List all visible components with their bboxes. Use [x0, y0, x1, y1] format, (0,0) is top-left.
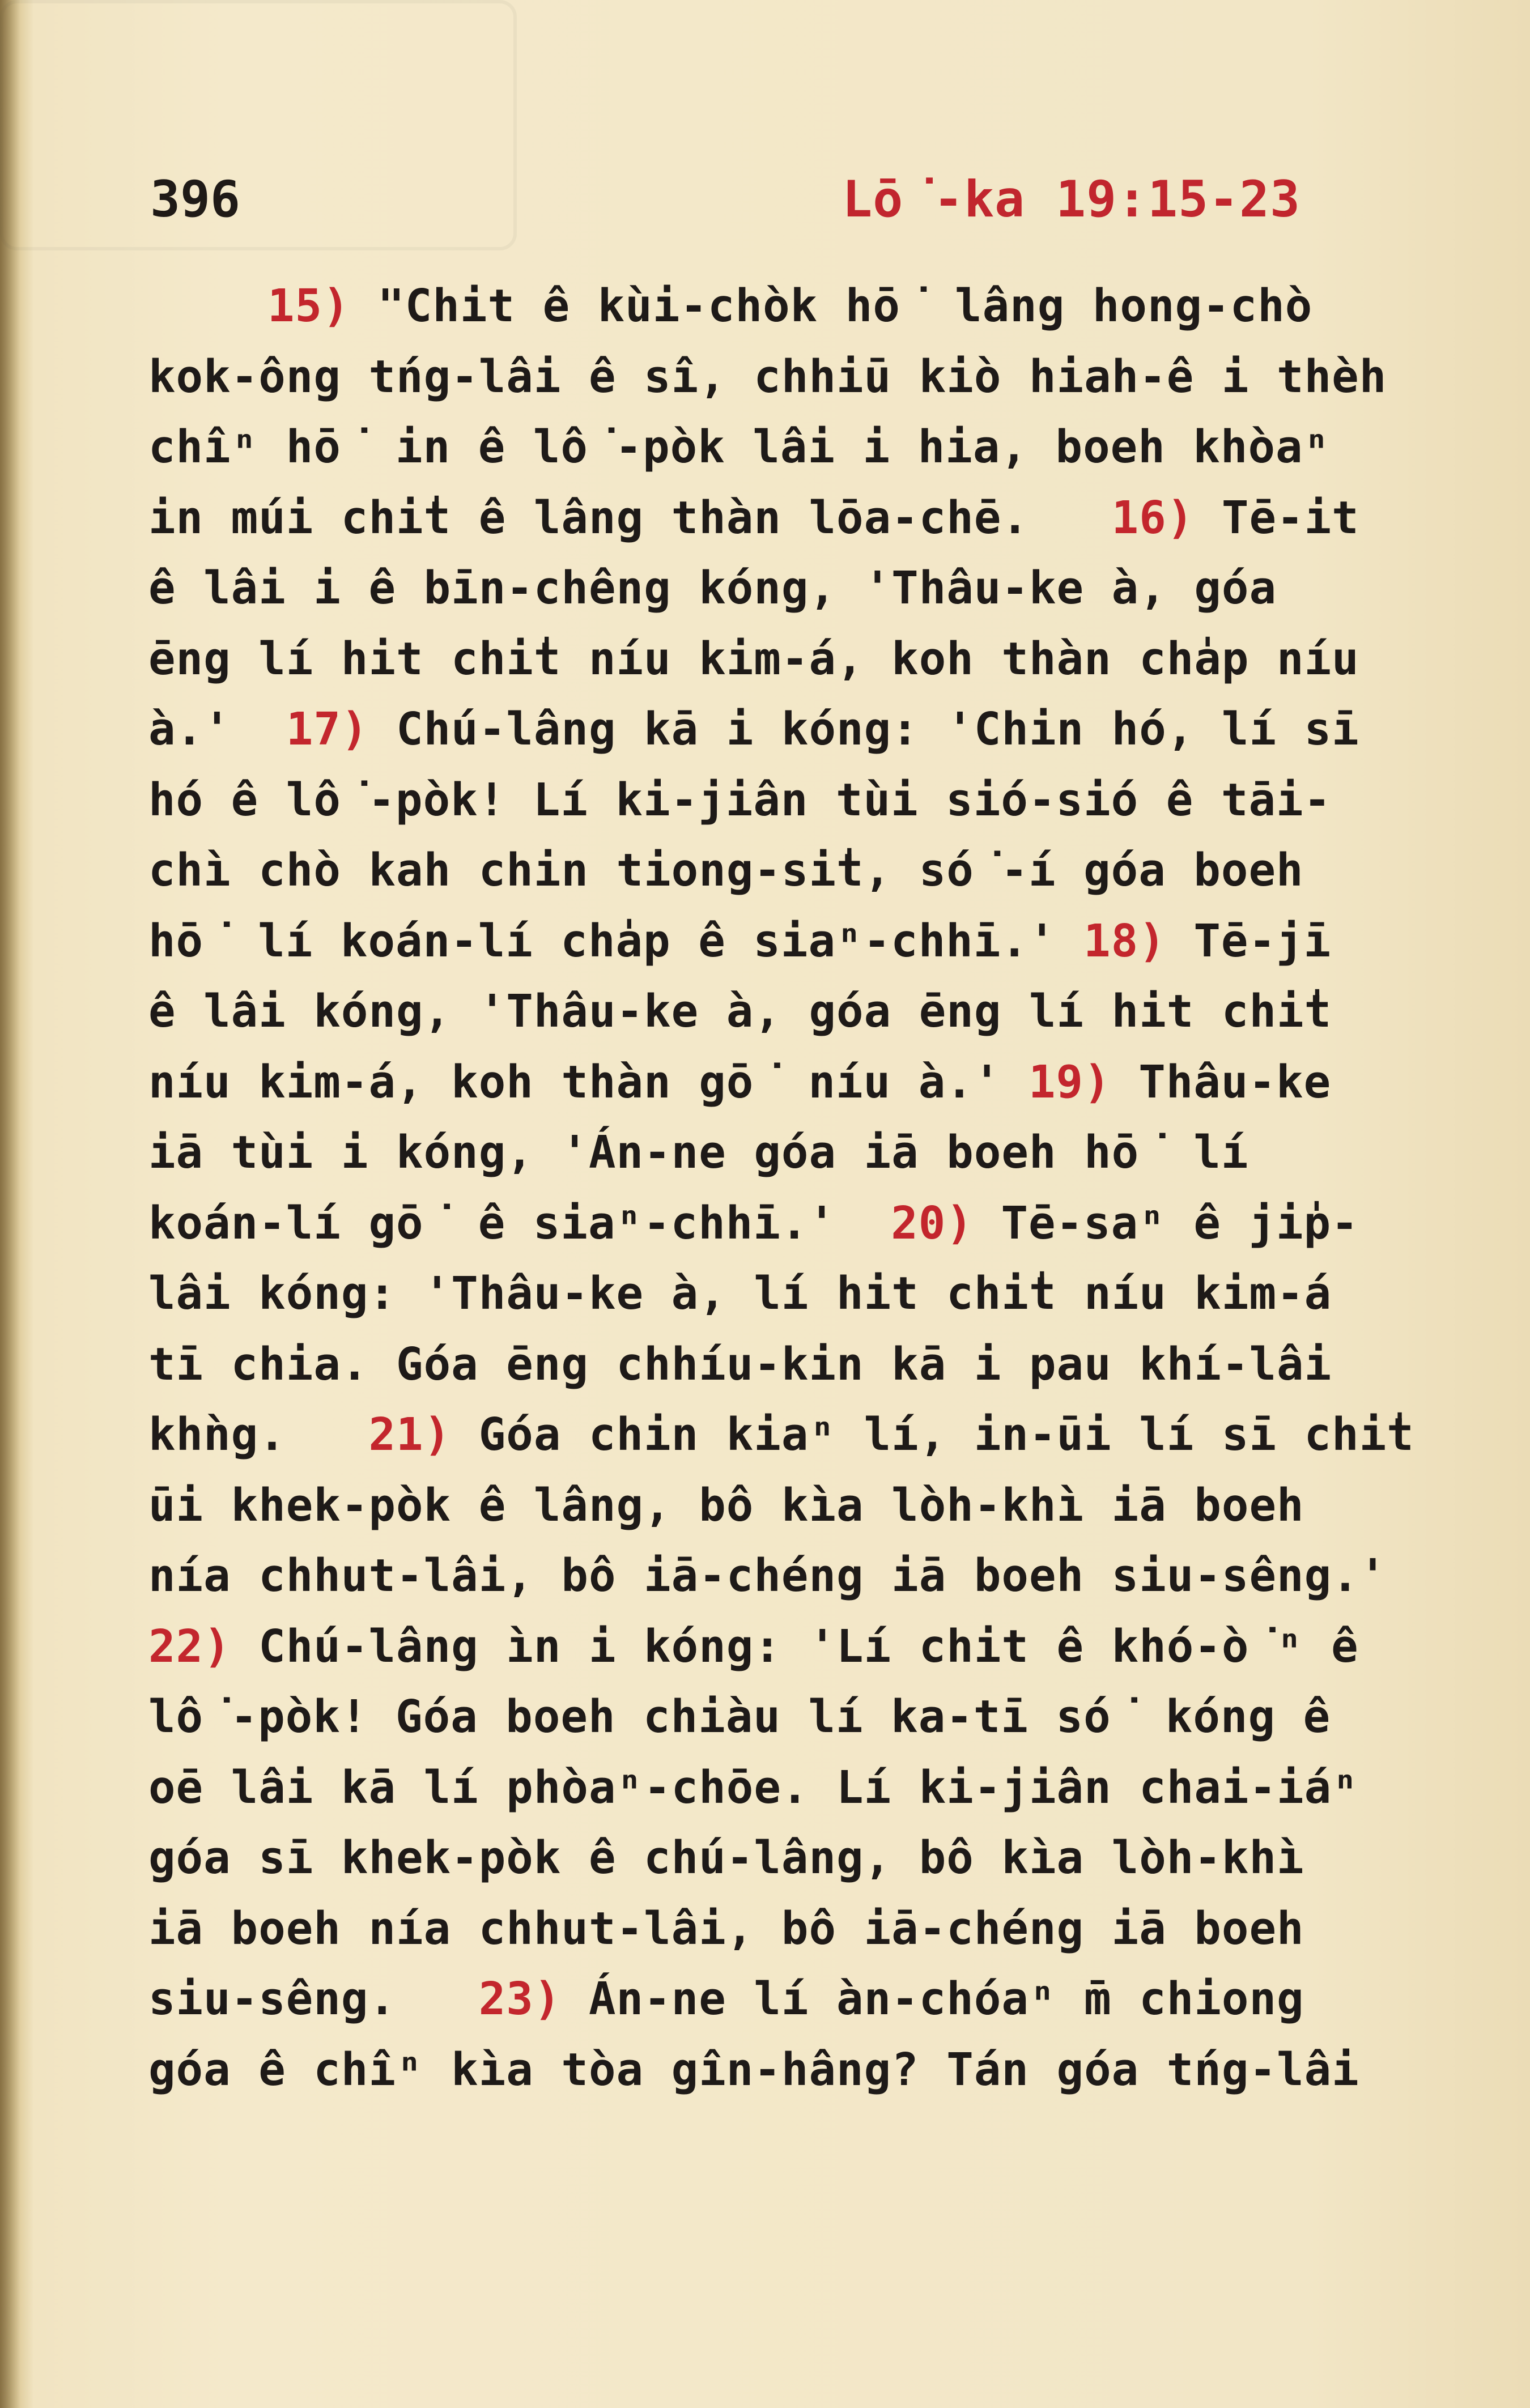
- verse-number: 21): [368, 1409, 452, 1461]
- line-text: hó ê lô͘-pòk! Lí ki-jiân tùi sió-sió ê tāi-: [148, 773, 1332, 826]
- line-text: khǹg.: [148, 1409, 286, 1461]
- line-text: chîⁿ hō͘ in ê lô͘-pòk lâi i hia, boeh khòaⁿ: [148, 421, 1331, 473]
- text-line: [148, 1894, 1452, 1964]
- text-line: [148, 1258, 1452, 1329]
- text-line: [148, 412, 1452, 483]
- line-text: nía chhut-lâi, bô iā-chéng iā boeh siu-sêng.': [148, 1550, 1387, 1602]
- line-text: iā boeh nía chhut-lâi, bô iā-chéng iā boeh: [148, 1902, 1304, 1955]
- text-line: [148, 483, 1452, 554]
- line-text: hō͘ lí koán-lí cha̍p ê siaⁿ-chhī.': [148, 914, 1056, 967]
- text-line: [148, 1399, 1452, 1470]
- verse-number: 19): [1028, 1056, 1111, 1108]
- line-text: Tē-it: [1221, 491, 1359, 544]
- text-line: [148, 1752, 1452, 1823]
- text-line: [148, 1682, 1452, 1752]
- line-text: oē lâi kā lí phòaⁿ-chōe. Lí ki-jiân chai-iáⁿ: [148, 1761, 1359, 1814]
- line-text: lâi kóng: 'Thâu-ke à, lí hit chi̍t níu kim-á: [148, 1267, 1332, 1320]
- line-text: Tē-saⁿ ê ji̍p-: [1001, 1197, 1359, 1249]
- line-text: à.': [148, 703, 231, 755]
- line-text: lô͘-pòk! Góa boeh chiàu lí ka-tī só͘ kóng ê: [148, 1691, 1331, 1743]
- page-header: [150, 170, 1300, 232]
- verse-number: 16): [1111, 491, 1195, 544]
- line-text: Chú-lâng kā i kóng: 'Chin hó, lí sī: [396, 703, 1359, 755]
- line-text: ūi khek-pòk ê lâng, bô kìa lòh-khì iā boeh: [148, 1479, 1304, 1531]
- text-line: [148, 835, 1452, 906]
- text-line: [148, 624, 1452, 695]
- line-text: Góa chin kiaⁿ lí, in-ūi lí sī chi̍t: [478, 1409, 1414, 1461]
- text-line: [148, 765, 1452, 836]
- line-text: koán-lí gō͘ ê siaⁿ-chhī.': [148, 1197, 836, 1249]
- text-line: [148, 1188, 1452, 1259]
- text-line: [148, 342, 1452, 412]
- line-text: tī chia. Góa ēng chhíu-kin kā i pau khí-lâi: [148, 1338, 1332, 1390]
- verse-number: 17): [286, 703, 369, 755]
- verse-number: 22): [148, 1620, 231, 1673]
- text-line: [148, 1823, 1452, 1894]
- body-text: [148, 271, 1452, 2105]
- text-line: [148, 1541, 1452, 1611]
- verse-number: 15): [267, 280, 350, 332]
- page-number: 396: [150, 170, 240, 228]
- verse-number: 18): [1083, 914, 1166, 967]
- line-text: siu-sêng.: [148, 1973, 397, 2025]
- verse-number: 20): [891, 1197, 974, 1249]
- line-text: ê lâi i ê bīn-chêng kóng, 'Thâu-ke à, góa: [148, 562, 1277, 614]
- text-line: [148, 1611, 1452, 1682]
- line-text: Thâu-ke: [1138, 1056, 1332, 1108]
- line-text: in múi chi̍t ê lâng thàn lōa-chē.: [148, 491, 1029, 544]
- text-line: [148, 1964, 1452, 2035]
- text-line: [148, 694, 1452, 765]
- line-text: góa ê chîⁿ kìa tòa gîn-hâng? Tán góa tńg-lâi: [148, 2043, 1359, 2096]
- text-line: [148, 2035, 1452, 2105]
- text-line: [148, 1047, 1452, 1118]
- verse-number: 23): [478, 1973, 562, 2025]
- line-text: iā tùi i kóng, 'Án-ne góa iā boeh hō͘ lí: [148, 1126, 1249, 1179]
- spine-shadow: [0, 0, 20, 2408]
- text-line: [148, 1117, 1452, 1188]
- line-text: kok-ông tńg-lâi ê sî, chhiū kiò hiah-ê i thèh: [148, 350, 1387, 403]
- line-text: ê lâi kóng, 'Thâu-ke à, góa ēng lí hit chi̍t: [148, 985, 1332, 1037]
- line-text: "Chit ê kùi-chòk hō͘ lâng hong-chò: [377, 280, 1313, 332]
- line-text: Án-ne lí àn-chóaⁿ m̄ chiong: [589, 1973, 1304, 2025]
- text-line: [148, 1470, 1452, 1541]
- running-head-reference: Lō͘-ka 19:15-23: [842, 170, 1300, 228]
- line-text: chì chò kah chin tiong-si̍t, só͘-í góa boeh: [148, 844, 1304, 896]
- text-line: [148, 976, 1452, 1047]
- line-text: níu kim-á, koh thàn gō͘ níu à.': [148, 1056, 1001, 1108]
- text-line: [148, 553, 1452, 624]
- line-text: Tē-jī: [1193, 914, 1332, 967]
- text-line: [148, 1329, 1452, 1400]
- line-text: ēng lí hit chi̍t níu kim-á, koh thàn cha̍p níu: [148, 632, 1359, 685]
- line-text: góa sī khek-pòk ê chú-lâng, bô kìa lòh-khì: [148, 1832, 1304, 1884]
- line-text: Chú-lâng ìn i kóng: 'Lí chit ê khó-ò͘ⁿ ê: [258, 1620, 1359, 1673]
- text-line: [148, 271, 1452, 342]
- text-line: [148, 906, 1452, 977]
